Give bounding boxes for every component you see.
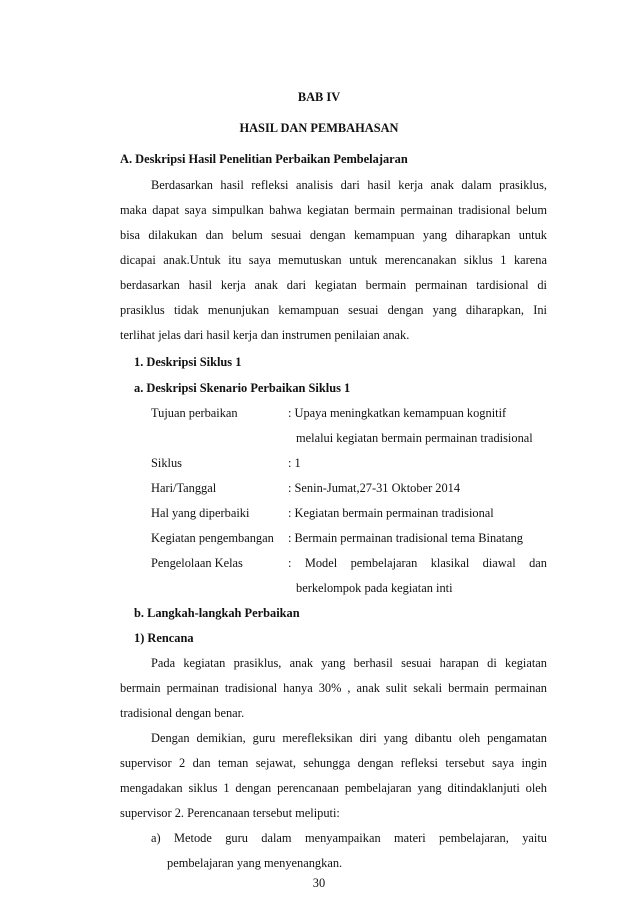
info-label-hal: Hal yang diperbaiki — [151, 506, 250, 520]
info-label-siklus: Siklus — [151, 456, 182, 470]
paragraph-line: maka dapat saya simpulkan bahwa kegiatan bermain permainan tradisional belum — [120, 203, 547, 217]
subsection-heading-1b: b. Langkah-langkah Perbaikan — [134, 606, 300, 620]
subsection-heading-1a: a. Deskripsi Skenario Perbaikan Siklus 1 — [134, 381, 351, 395]
list-item-cont: pembelajaran yang menyenangkan. — [167, 856, 343, 870]
paragraph-line: prasiklus tidak menunjukan kemampuan sesuai dengan yang diharapkan, Ini — [120, 303, 547, 317]
paragraph-line: Dengan demikian, guru merefleksikan diri yang dibantu oleh pengamatan — [151, 731, 547, 745]
info-label-pengelolaan: Pengelolaan Kelas — [151, 556, 243, 570]
paragraph-line: mengadakan siklus 1 dengan perencanaan pembelajaran yang ditindaklanjuti oleh — [120, 781, 547, 795]
paragraph-line: supervisor 2 dan teman sejawat, sehungga dengan refleksi tersebut saya ingin — [120, 756, 547, 770]
paragraph-line: supervisor 2. Perencanaan tersebut meliputi: — [120, 806, 340, 820]
paragraph-line: bermain permainan tradisional hanya 30% , anak sulit sekali bermain permainan — [120, 681, 547, 695]
info-value-hari: : Senin-Jumat,27-31 Oktober 2014 — [288, 481, 461, 495]
info-value-hal: : Kegiatan bermain permainan tradisional — [288, 506, 494, 520]
chapter-title: HASIL DAN PEMBAHASAN — [239, 121, 399, 135]
paragraph-line: terlihat jelas dari hasil kerja dan instrumen penilaian anak. — [120, 328, 410, 342]
paragraph-line: Berdasarkan hasil refleksi analisis dari hasil kerja anak dalam prasiklus, — [151, 178, 547, 192]
paragraph-line: bisa dilakukan dan belum sesuai dengan kemampuan yang diharapkan untuk — [120, 228, 547, 242]
list-item: a) Metode guru dalam menyampaikan materi pembelajaran, yaitu — [151, 831, 547, 845]
info-value-tujuan-cont: melalui kegiatan bermain permainan tradisional — [296, 431, 533, 445]
info-label-kegiatan: Kegiatan pengembangan — [151, 531, 274, 545]
paragraph-line: Pada kegiatan prasiklus, anak yang berhasil sesuai harapan di kegiatan — [151, 656, 547, 670]
info-label-hari: Hari/Tanggal — [151, 481, 217, 495]
subsection-heading-rencana: 1) Rencana — [134, 631, 194, 645]
info-value-siklus: : 1 — [288, 456, 301, 470]
page-number: 30 — [312, 876, 326, 890]
paragraph-line: tradisional dengan benar. — [120, 706, 245, 720]
info-value-pengelolaan-cont: berkelompok pada kegiatan inti — [296, 581, 453, 595]
info-value-kegiatan: : Bermain permainan tradisional tema Binatang — [288, 531, 524, 545]
info-value-pengelolaan: : Model pembelajaran klasikal diawal dan — [288, 556, 547, 570]
section-heading-a: A. Deskripsi Hasil Penelitian Perbaikan Pembelajaran — [120, 152, 408, 166]
paragraph-line: dicapai anak.Untuk itu saya memutuskan untuk merencanakan siklus 1 karena — [120, 253, 547, 267]
info-label-tujuan: Tujuan perbaikan — [151, 406, 238, 420]
chapter-number: BAB IV — [297, 90, 341, 104]
paragraph-line: berdasarkan hasil kerja anak dari kegiatan bermain permainan tardisional di — [120, 278, 547, 292]
info-value-tujuan: : Upaya meningkatkan kemampuan kognitif — [288, 406, 507, 420]
subsection-heading-1: 1. Deskripsi Siklus 1 — [134, 355, 242, 369]
